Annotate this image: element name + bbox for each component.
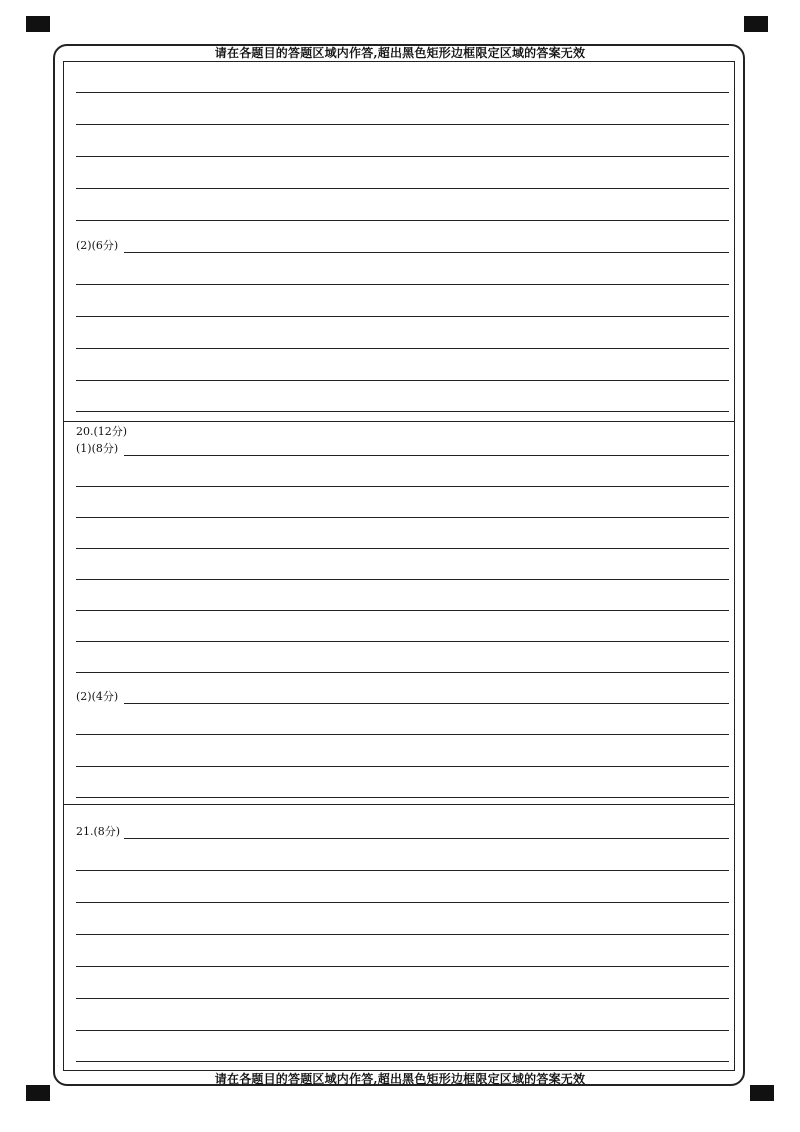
answer-line[interactable] [76, 348, 729, 349]
header-notice: 请在各题目的答题区域内作答,超出黑色矩形边框限定区域的答案无效 [214, 46, 586, 60]
answer-line[interactable] [76, 610, 729, 611]
question-20-title: 20.(12分) [76, 425, 128, 438]
answer-line[interactable] [124, 252, 729, 253]
answer-line[interactable] [76, 672, 729, 673]
answer-line[interactable] [76, 870, 729, 871]
footer-notice: 请在各题目的答题区域内作答,超出黑色矩形边框限定区域的答案无效 [214, 1072, 586, 1086]
answer-line[interactable] [76, 797, 729, 798]
answer-line[interactable] [76, 517, 729, 518]
answer-line[interactable] [76, 1030, 729, 1031]
answer-line[interactable] [76, 966, 729, 967]
registration-mark-bottom-left [26, 1085, 50, 1101]
answer-line[interactable] [76, 284, 729, 285]
answer-line[interactable] [76, 316, 729, 317]
answer-line[interactable] [76, 380, 729, 381]
answer-line[interactable] [76, 220, 729, 221]
answer-line[interactable] [76, 734, 729, 735]
answer-line[interactable] [76, 548, 729, 549]
answer-line[interactable] [76, 998, 729, 999]
answer-line[interactable] [76, 411, 729, 412]
answer-line[interactable] [76, 934, 729, 935]
answer-line[interactable] [76, 579, 729, 580]
question-19-part-2-label: (2)(6分) [76, 239, 119, 252]
answer-line[interactable] [76, 902, 729, 903]
registration-mark-bottom-right [750, 1085, 774, 1101]
registration-mark-top-left [26, 16, 50, 32]
section-divider-20 [63, 421, 735, 422]
answer-line[interactable] [76, 92, 729, 93]
answer-line[interactable] [76, 641, 729, 642]
answer-line[interactable] [76, 188, 729, 189]
answer-line[interactable] [76, 766, 729, 767]
answer-area-box [63, 61, 735, 1071]
question-20-part-2-label: (2)(4分) [76, 690, 119, 703]
answer-line[interactable] [76, 124, 729, 125]
answer-line[interactable] [76, 156, 729, 157]
section-divider-21 [63, 804, 735, 805]
answer-line[interactable] [124, 455, 729, 456]
answer-line[interactable] [76, 1061, 729, 1062]
registration-mark-top-right [744, 16, 768, 32]
answer-line[interactable] [124, 838, 729, 839]
question-21-title: 21.(8分) [76, 825, 121, 838]
question-20-part-1-label: (1)(8分) [76, 442, 119, 455]
answer-line[interactable] [124, 703, 729, 704]
answer-line[interactable] [76, 486, 729, 487]
